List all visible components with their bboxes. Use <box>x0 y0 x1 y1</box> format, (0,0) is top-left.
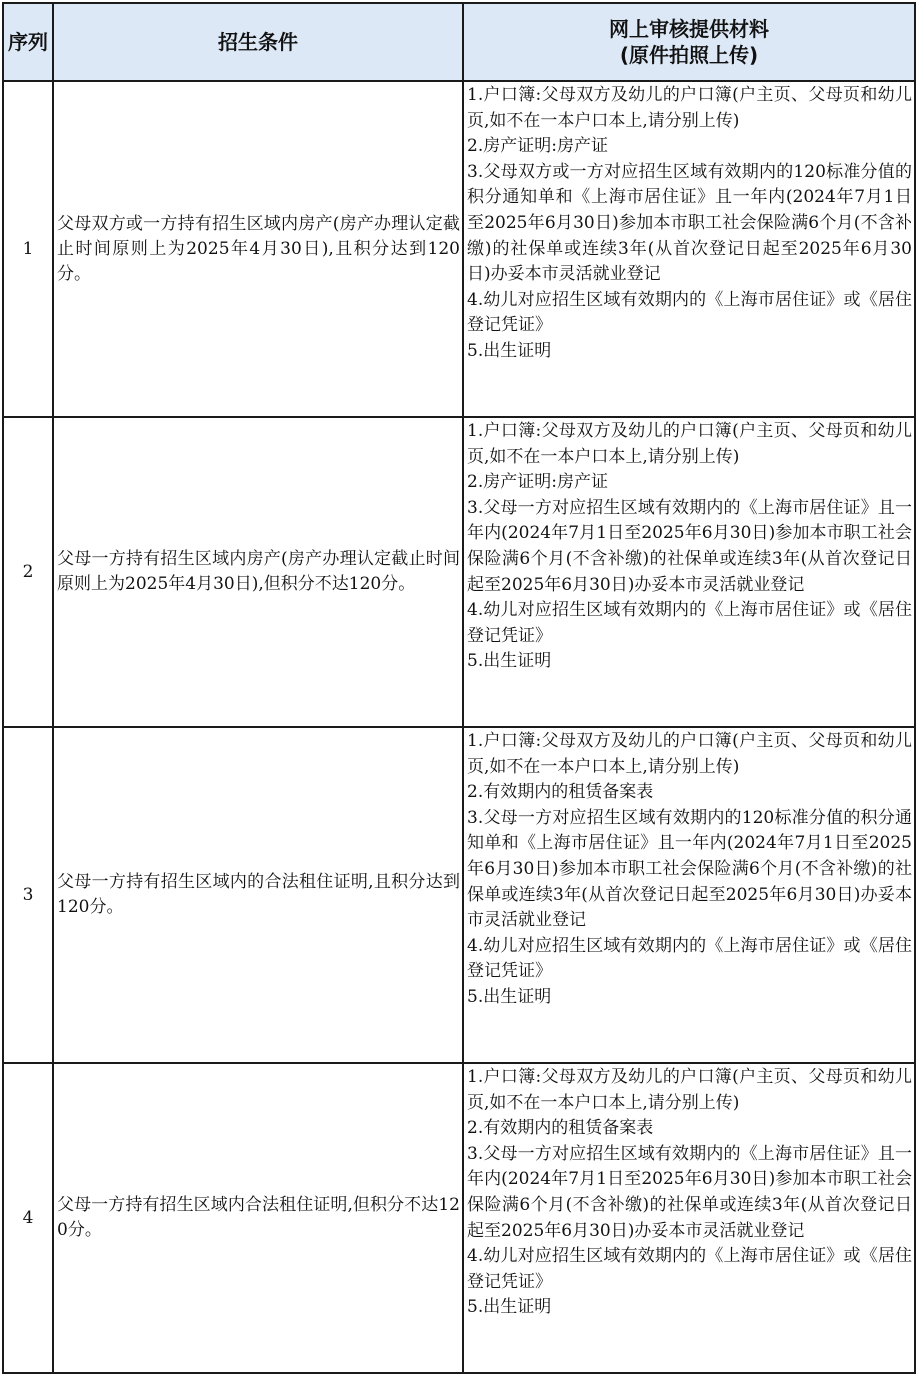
material-item: 4.幼儿对应招生区域有效期内的《上海市居住证》或《居住登记凭证》 <box>467 1246 912 1292</box>
header-condition: 招生条件 <box>53 3 463 81</box>
material-item: 2.有效期内的租赁备案表 <box>467 1118 654 1139</box>
material-item: 1.户口簿:父母双方及幼儿的户口簿(户主页、父母页和幼儿页,如不在一本户口本上,请分别上传) <box>467 1067 912 1113</box>
row-materials <box>463 417 915 727</box>
material-item: 2.房产证明:房产证 <box>467 136 608 157</box>
row-materials <box>463 81 915 417</box>
material-item: 4.幼儿对应招生区域有效期内的《上海市居住证》或《居住登记凭证》 <box>467 935 912 982</box>
material-item: 3.父母一方对应招生区域有效期内的《上海市居住证》且一年内(2024年7月1日至2025年6月30日)参加本市职工社会保险满6个月(不含补缴)的社保单或连续3年(从首次登记日起至2025年6月30日)办妥本市灵活就业登记 <box>467 1143 912 1241</box>
material-item: 1.户口簿:父母双方及幼儿的户口簿(户主页、父母页和幼儿页,如不在一本户口本上,请分别上传) <box>467 731 912 777</box>
header-materials <box>463 3 915 81</box>
material-item: 3.父母一方对应招生区域有效期内的《上海市居住证》且一年内(2024年7月1日至2025年6月30日)参加本市职工社会保险满6个月(不含补缴)的社保单或连续3年(从首次登记日起至2025年6月30日)办妥本市灵活就业登记 <box>467 497 912 595</box>
material-item: 5.出生证明 <box>467 651 552 672</box>
row-condition: 父母一方持有招生区域内合法租住证明,但积分不达120分。 <box>53 1063 463 1373</box>
row-seq: 3 <box>3 727 53 1063</box>
material-item: 3.父母一方对应招生区域有效期内的120标准分值的积分通知单和《上海市居住证》且一年内(2024年7月1日至2025年6月30日)参加本市职工社会保险满6个月(不含补缴)的社保单或连续3年(从首次登记日起至2025年6月30日)办妥本市灵活就业登记 <box>467 807 912 931</box>
table-row <box>3 81 915 417</box>
table-header-row <box>3 3 915 81</box>
table-row <box>3 727 915 1063</box>
header-seq: 序列 <box>3 3 53 81</box>
table-row <box>3 417 915 727</box>
material-item: 4.幼儿对应招生区域有效期内的《上海市居住证》或《居住登记凭证》 <box>467 600 912 646</box>
material-item: 1.户口簿:父母双方及幼儿的户口簿(户主页、父母页和幼儿页,如不在一本户口本上,请分别上传) <box>467 421 912 467</box>
material-item: 2.房产证明:房产证 <box>467 472 608 493</box>
row-condition: 父母一方持有招生区域内房产(房产办理认定截止时间原则上为2025年4月30日),但积分不达120分。 <box>53 417 463 727</box>
header-materials-line1: 网上审核提供材料 <box>609 17 769 41</box>
table-row <box>3 1063 915 1373</box>
material-item: 1.户口簿:父母双方及幼儿的户口簿(户主页、父母页和幼儿页,如不在一本户口本上,请分别上传) <box>467 85 912 131</box>
row-materials <box>463 727 915 1063</box>
enrollment-materials-table <box>2 2 916 1374</box>
row-seq: 1 <box>3 81 53 417</box>
material-item: 5.出生证明 <box>467 340 552 361</box>
row-seq: 2 <box>3 417 53 727</box>
material-item: 2.有效期内的租赁备案表 <box>467 782 654 803</box>
material-item: 5.出生证明 <box>467 1297 552 1318</box>
material-item: 3.父母双方或一方对应招生区域有效期内的120标准分值的积分通知单和《上海市居住证》且一年内(2024年7月1日至2025年6月30日)参加本市职工社会保险满6个月(不含补缴)的社保单或连续3年(从首次登记日起至2025年6月30日)办妥本市灵活就业登记 <box>467 161 912 285</box>
header-materials-line2: (原件拍照上传) <box>619 43 759 67</box>
row-materials <box>463 1063 915 1373</box>
row-condition: 父母双方或一方持有招生区域内房产(房产办理认定截止时间原则上为2025年4月30日),且积分达到120分。 <box>53 81 463 417</box>
material-item: 5.出生证明 <box>467 986 552 1007</box>
row-seq: 4 <box>3 1063 53 1373</box>
material-item: 4.幼儿对应招生区域有效期内的《上海市居住证》或《居住登记凭证》 <box>467 289 912 336</box>
row-condition: 父母一方持有招生区域内的合法租住证明,且积分达到120分。 <box>53 727 463 1063</box>
